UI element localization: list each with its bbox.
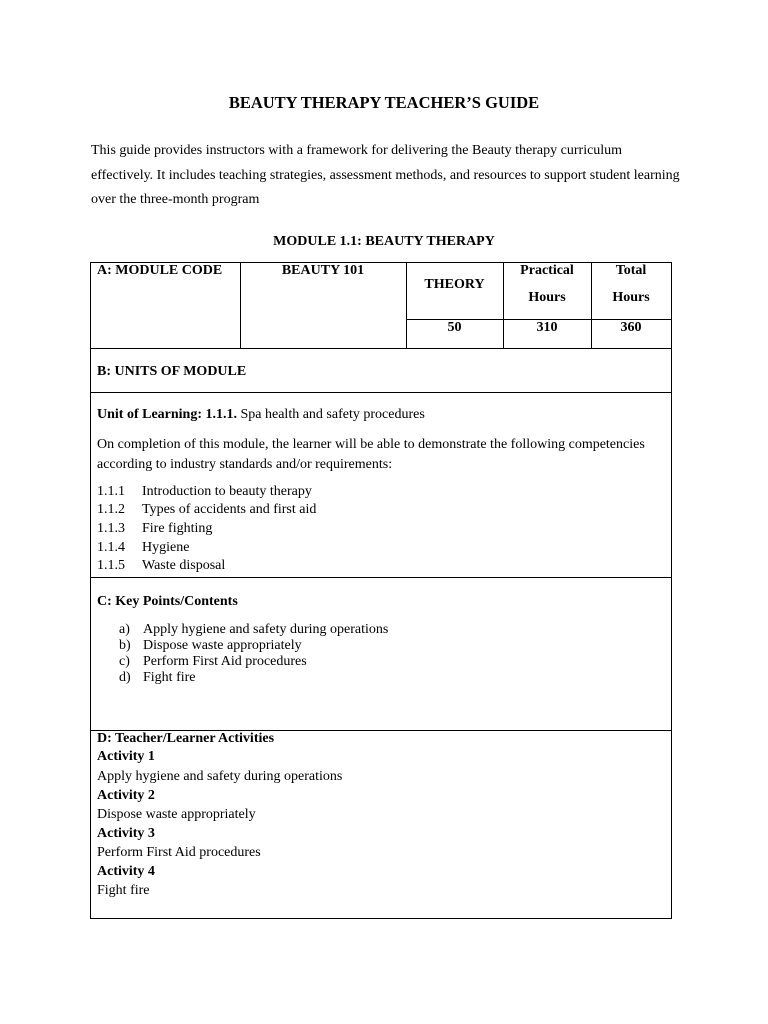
activities-heading: D: Teacher/Learner Activities xyxy=(97,731,275,746)
module-heading: MODULE 1.1: BEAUTY THERAPY xyxy=(273,234,495,249)
units-heading: B: UNITS OF MODULE xyxy=(97,364,247,379)
activity-text: Perform First Aid procedures xyxy=(97,845,261,860)
list-item: 1.1.1 Introduction to beauty therapy xyxy=(97,484,312,499)
theory-hours: 50 xyxy=(447,320,462,335)
total-hours: 360 xyxy=(620,320,642,335)
list-item: d) Fight fire xyxy=(119,670,196,685)
table-divider xyxy=(90,577,672,578)
list-item: b) Dispose waste appropriately xyxy=(119,638,302,653)
total-label: Total xyxy=(615,263,647,278)
practical-label: Hours xyxy=(528,290,566,305)
unit-of-learning xyxy=(97,407,425,423)
intro-paragraph: This guide provides instructors with a framework for delivering the Beauty therapy curriculum effectively. It includes teaching strategies, assessment methods, and resources to support student learning over the three-month program xyxy=(91,143,680,207)
table-divider xyxy=(90,392,672,393)
activity-title: Activity 1 xyxy=(97,749,155,764)
unit-label: Unit of Learning: 1.1.1. xyxy=(97,407,237,422)
list-item: 1.1.4 Hygiene xyxy=(97,540,190,555)
completion-text: On completion of this module, the learner will be able to demonstrate the following competencies according to industry standards and/or requirements: xyxy=(97,437,645,472)
activity-title: Activity 4 xyxy=(97,864,155,879)
list-item: 1.1.3 Fire fighting xyxy=(97,521,213,536)
activity-text: Apply hygiene and safety during operations xyxy=(97,769,343,784)
table-divider xyxy=(90,348,672,349)
activity-title: Activity 3 xyxy=(97,826,155,841)
activity-text: Fight fire xyxy=(97,883,150,898)
list-item: c) Perform First Aid procedures xyxy=(119,654,307,669)
activity-text: Dispose waste appropriately xyxy=(97,807,256,822)
document-title: BEAUTY THERAPY TEACHER’S GUIDE xyxy=(228,93,540,112)
unit-title: Spa health and safety procedures xyxy=(237,407,425,422)
list-item: 1.1.2 Types of accidents and first aid xyxy=(97,502,317,517)
activity-title: Activity 2 xyxy=(97,788,155,803)
module-code-value: BEAUTY 101 xyxy=(281,263,365,278)
theory-label: THEORY xyxy=(424,277,485,292)
key-points-heading: C: Key Points/Contents xyxy=(97,594,238,609)
total-label: Hours xyxy=(612,290,650,305)
module-code-label: A: MODULE CODE xyxy=(97,263,223,278)
list-item: 1.1.5 Waste disposal xyxy=(97,558,226,573)
practical-label: Practical xyxy=(520,263,574,278)
list-item: a) Apply hygiene and safety during operations xyxy=(119,622,389,637)
practical-hours: 310 xyxy=(536,320,558,335)
